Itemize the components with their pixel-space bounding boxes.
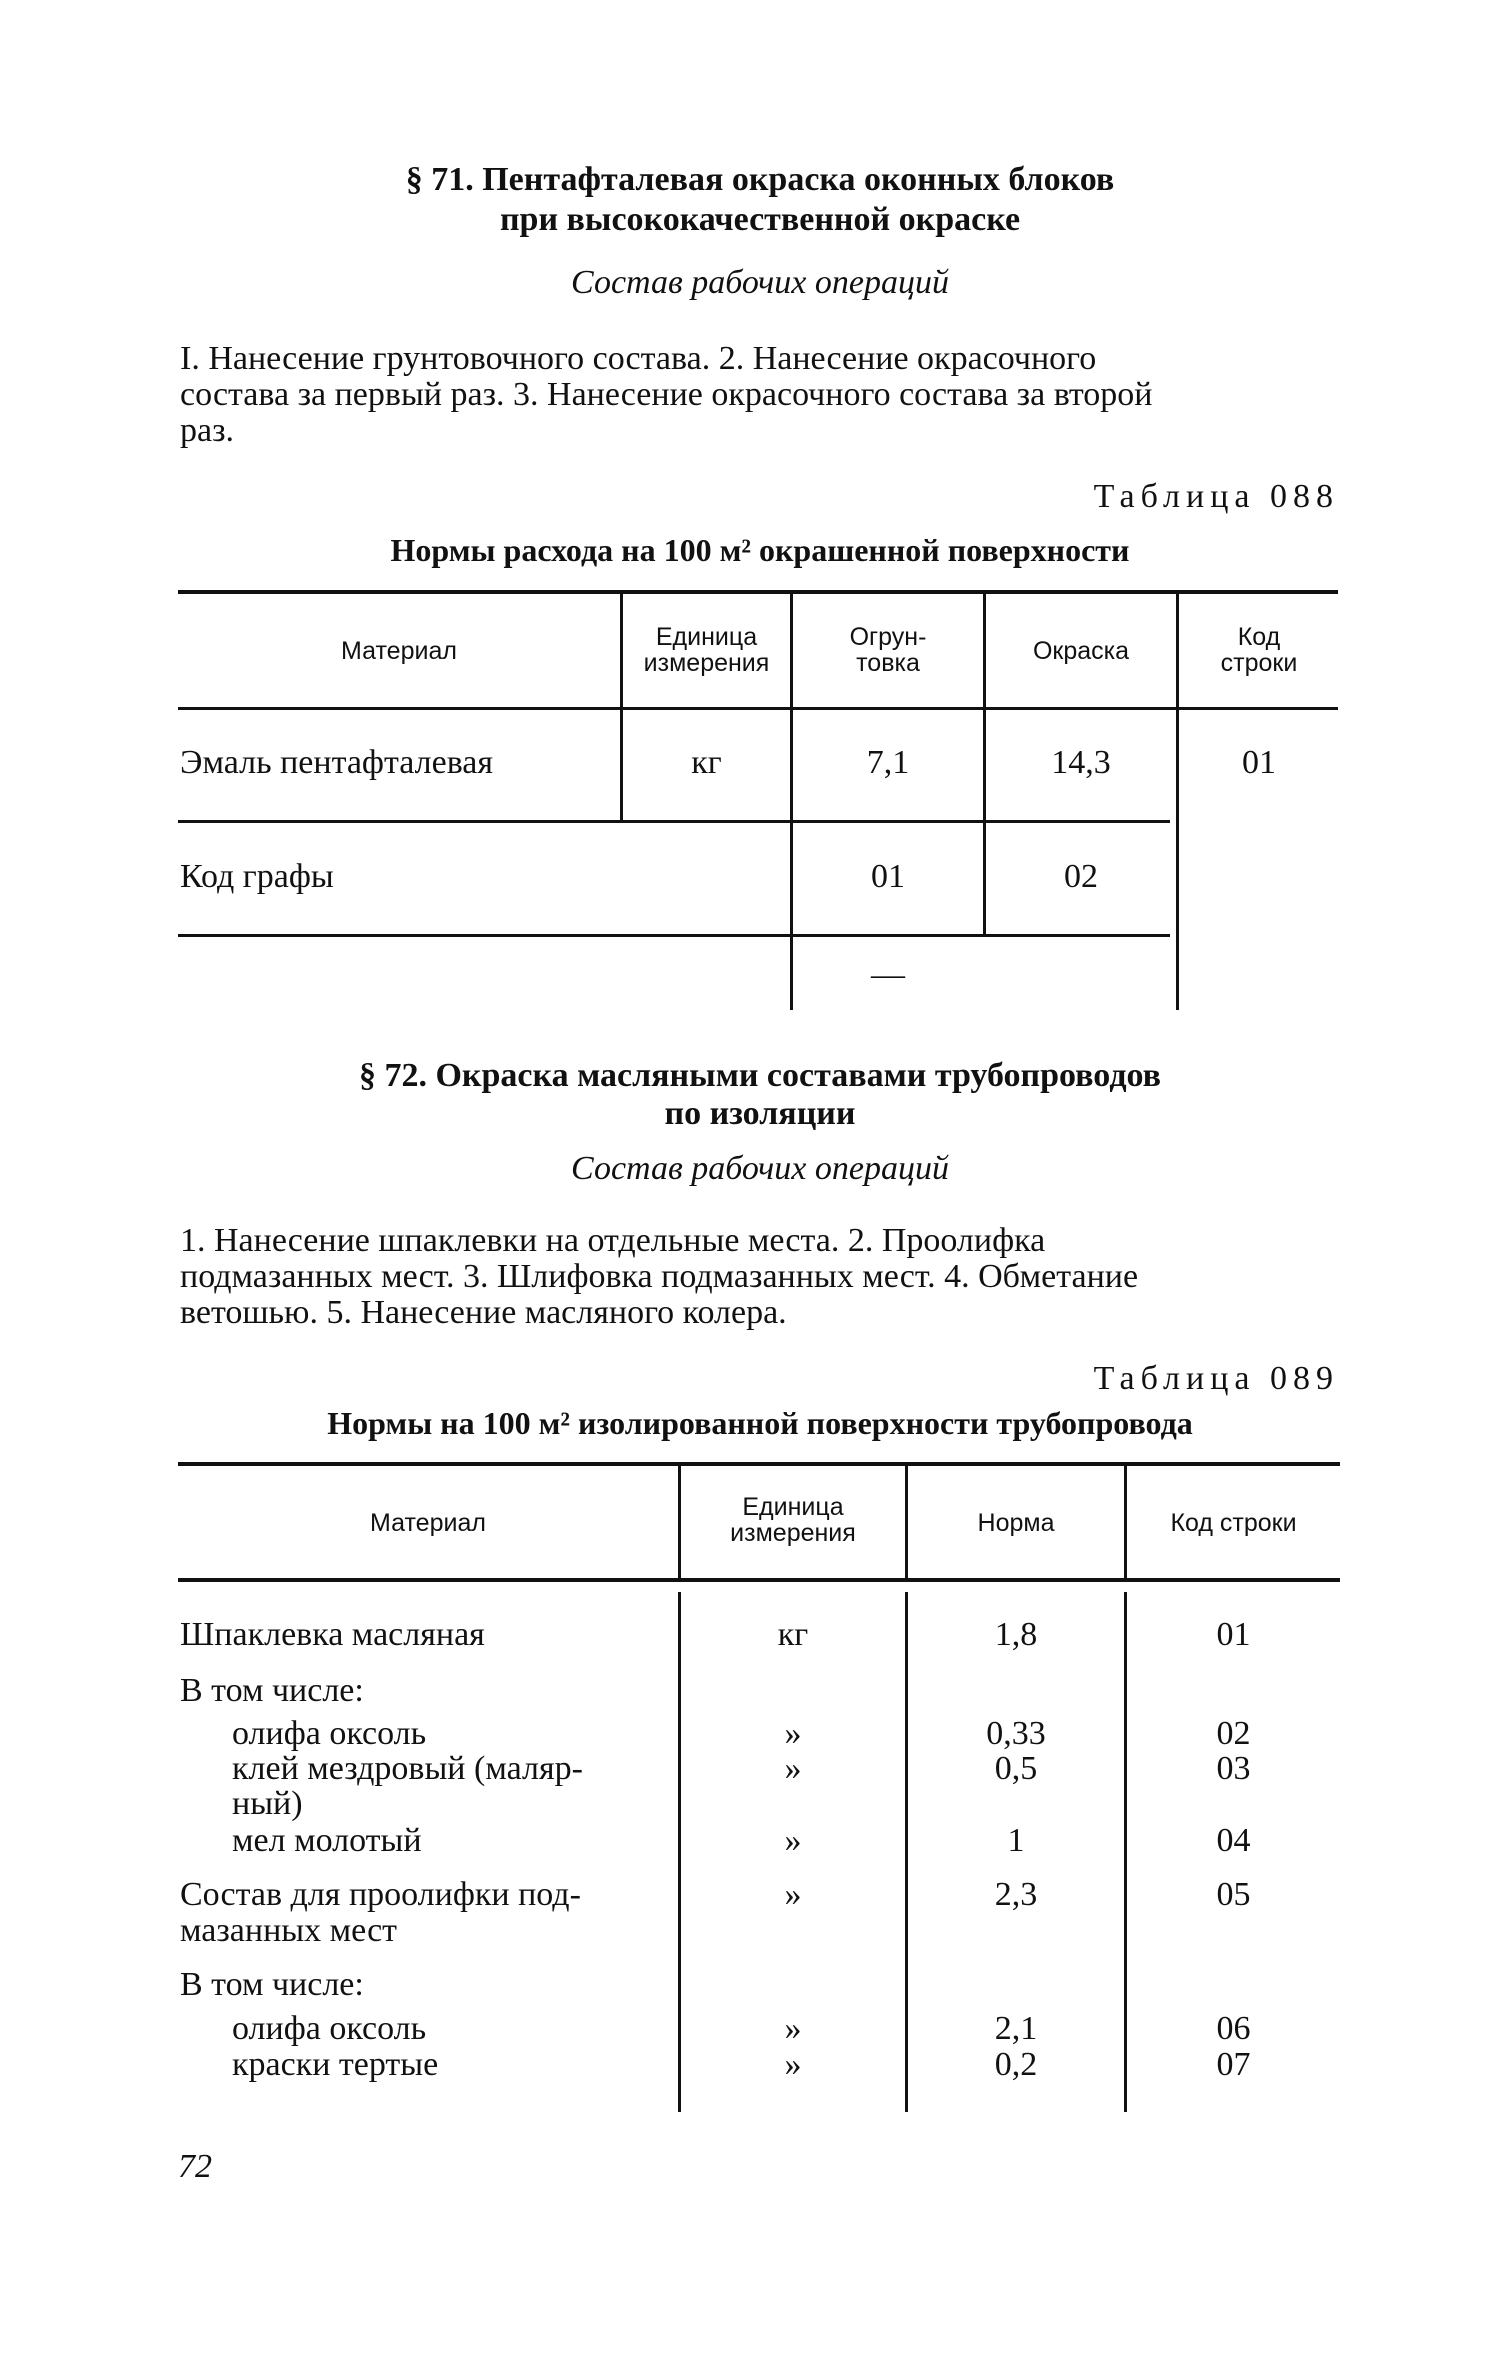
table-088-header-unit-line1: Единица [655, 623, 758, 651]
section-72-para-line1: 1. Нанесение шпаклевки на отдельные места. 2. Проолифка [180, 1222, 1046, 1259]
table-088-code-row-primer: 01 [871, 858, 905, 895]
table-088-header-code-line1: Код [1237, 623, 1281, 651]
table-089-row-code: 02 [1216, 1715, 1251, 1752]
table-089-row-norm: 0,5 [994, 1750, 1038, 1787]
table-089-row-unit: » [784, 1822, 802, 1859]
table-088-header-paint: Окраска [1032, 637, 1130, 665]
table-089-row-norm: 1 [1007, 1822, 1025, 1859]
table-089-header-unit-line1: Единица [742, 1493, 844, 1521]
section-72-title-line1: § 72. Окраска масляными составами трубопроводов [358, 1057, 1162, 1094]
table-089-row-material: Состав для проолифки под- [180, 1876, 581, 1913]
table-088-top-rule [178, 590, 1338, 594]
table-089-header-norm: Норма [977, 1509, 1055, 1537]
section-71-para-line2: состава за первый раз. 3. Нанесение окрасочного состава за второй [180, 376, 1153, 413]
section-71-para-line3: раз. [180, 412, 235, 449]
section-72-title-line2: по изоляции [664, 1095, 856, 1132]
table-088-header-primer-line1: Огрун- [849, 623, 927, 651]
table-089-row-material: мел молотый [232, 1822, 422, 1859]
table-089-row-material: Шпаклевка масляная [180, 1616, 485, 1653]
table-088-row-rule [178, 820, 1170, 823]
table-089-header-unit-line2: измерения [730, 1519, 856, 1547]
table-089-row-unit: » [784, 2010, 802, 2047]
table-088-header-primer-line2: товка [856, 649, 920, 677]
table-089-row-unit: кг [777, 1616, 809, 1653]
table-089-row-material: В том числе: [180, 1966, 364, 2003]
table-089-row-material: клей мездровый (маляр- [232, 1750, 583, 1787]
section-71-title-line1: § 71. Пентафталевая окраска оконных блоков [405, 161, 1115, 198]
table-089-row-code: 05 [1216, 1876, 1251, 1913]
table-089-row-unit: » [784, 2046, 802, 2083]
table-088-label: Таблица 088 [1093, 478, 1339, 515]
table-089-row-material: олифа оксоль [232, 2010, 427, 2047]
section-71-para-line1: I. Нанесение грунтовочного состава. 2. Нанесение окрасочного [180, 340, 1097, 377]
table-089-row-unit: » [784, 1715, 802, 1752]
table-089-row-material: олифа оксоль [232, 1715, 427, 1752]
table-088-row-material: Эмаль пентафталевая [180, 744, 494, 781]
table-088-row-primer: 7,1 [866, 744, 910, 781]
table-088-row-paint: 14,3 [1051, 744, 1111, 781]
table-089-header-code: Код строки [1170, 1509, 1297, 1537]
table-089-row-norm: 0,2 [994, 2046, 1038, 2083]
table-088-code-row-paint: 02 [1064, 858, 1098, 895]
table-088-header-code-line2: строки [1220, 649, 1298, 677]
table-089-row-unit: » [784, 1876, 802, 1913]
table-089-row-norm: 1,8 [994, 1616, 1038, 1653]
section-72-para-line2: подмазанных мест. 3. Шлифовка подмазанных мест. 4. Обметание [180, 1258, 1139, 1295]
table-089-row-material: ный) [232, 1785, 303, 1822]
table-088-dash: — [871, 956, 905, 993]
section-72-para-line3: ветошью. 5. Нанесение масляного колера. [180, 1294, 787, 1331]
section-71-title-line2: при высококачественной окраске [499, 201, 1021, 238]
table-088-row-unit: кг [691, 744, 722, 781]
table-089-header-material: Материал [370, 1509, 486, 1537]
table-088-header-material: Материал [341, 637, 457, 665]
table-089-header-rule [178, 1578, 1340, 1582]
table-088-caption: Нормы расхода на 100 м² окрашенной поверхности [390, 532, 1130, 568]
table-088-row-code: 01 [1242, 744, 1276, 781]
table-089-caption: Нормы на 100 м² изолированной поверхности трубопровода [327, 1405, 1193, 1441]
table-089-row-material: краски тертые [232, 2046, 439, 2083]
table-089-row-norm: 2,1 [994, 2010, 1038, 2047]
table-088-header-unit-line2: измерения [643, 649, 770, 677]
table-089-row-material: В том числе: [180, 1672, 364, 1709]
table-089-row-material: мазанных мест [180, 1912, 398, 1949]
table-089-row-norm: 2,3 [994, 1876, 1038, 1913]
table-089-row-code: 03 [1216, 1750, 1251, 1787]
table-089-label: Таблица 089 [1093, 1360, 1339, 1397]
table-089-row-code: 01 [1216, 1616, 1251, 1653]
table-089-row-code: 04 [1216, 1822, 1251, 1859]
section-72-subtitle: Состав рабочих операций [571, 1150, 949, 1187]
table-089-row-unit: » [784, 1750, 802, 1787]
table-089-row-norm: 0,33 [986, 1715, 1046, 1752]
section-71-subtitle: Состав рабочих операций [571, 264, 949, 301]
table-089-row-code: 06 [1216, 2010, 1251, 2047]
table-088-bottom-rule [178, 934, 1170, 937]
table-089-row-code: 07 [1216, 2046, 1251, 2083]
table-089-top-rule [178, 1462, 1340, 1466]
table-088-code-row-label: Код графы [180, 858, 334, 895]
table-088-header-rule [178, 707, 1338, 710]
page-number: 72 [178, 2148, 212, 2185]
